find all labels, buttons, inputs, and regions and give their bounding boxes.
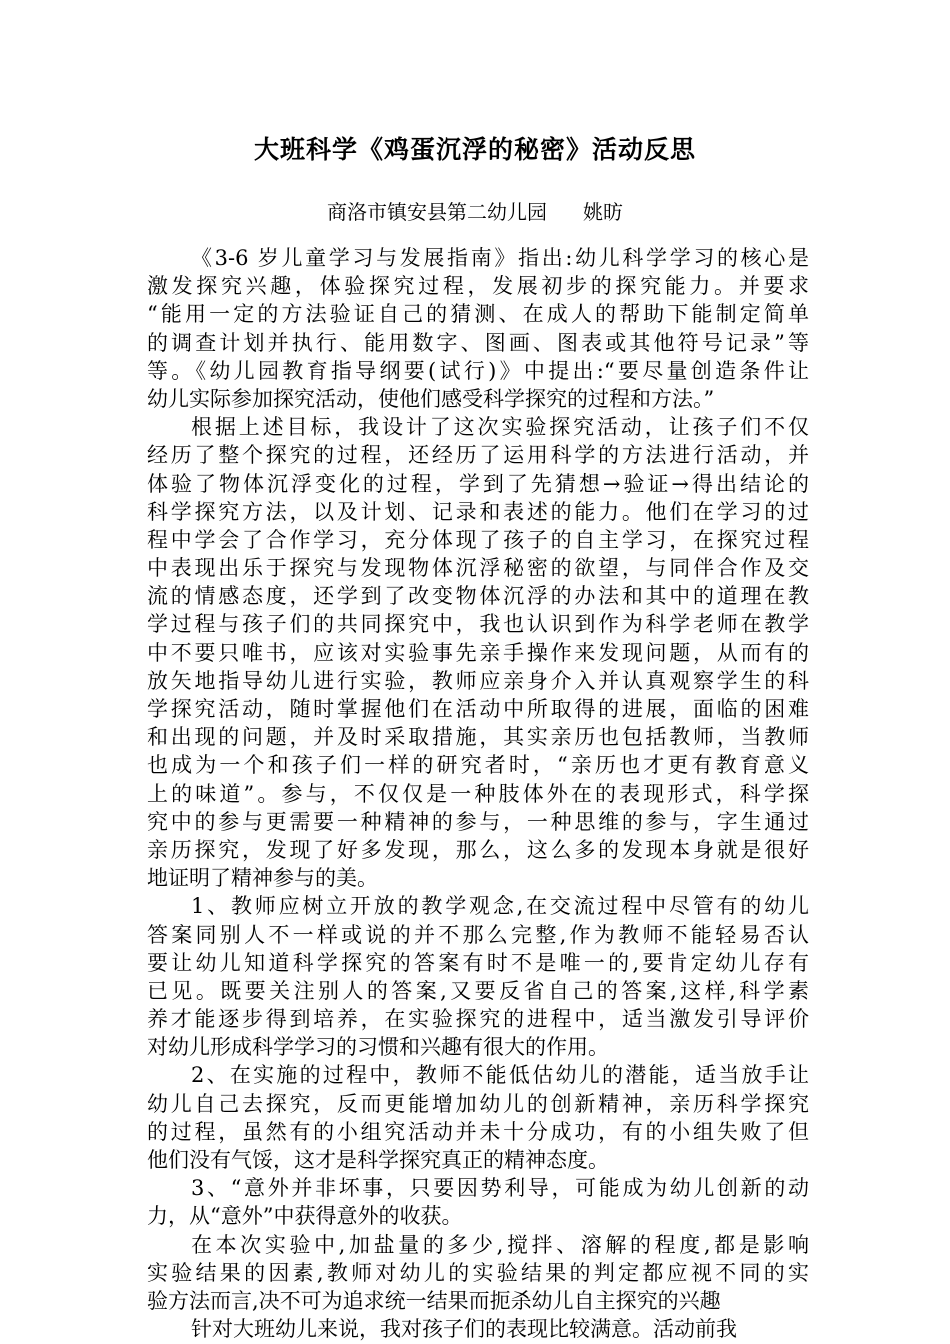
text-line: 究中的参与更需要一种精神的参与，一种思维的参与，字生通过: [147, 809, 809, 834]
text-line: 亲历探究，发现了好多发现，那么，这么多的发现本身就是很好: [147, 837, 809, 862]
text-line: 幼儿实际参加探究活动，使他们感受科学探究的过程和方法。”: [147, 386, 715, 411]
text-line: 中表现出乐于探究与发现物体沉浮秘密的欲望，与同伴合作及交: [147, 556, 809, 581]
text-line: 要让幼儿知道科学探究的答案有时不是唯一的,要肯定幼儿存有: [147, 950, 809, 975]
author-byline: [0, 198, 950, 226]
text-line: 他们没有气馁，这才是科学探究真正的精神态度。: [147, 1148, 609, 1172]
text-line: 幼儿自己去探究，反而更能增加幼儿的创新精神，亲历科学探究: [147, 1091, 809, 1116]
document-body: [147, 244, 809, 1343]
text-line: 养才能逐步得到培养，在实验探究的进程中，适当激发引导评价: [147, 1007, 809, 1032]
text-line: 验方法而言,决不可为追求统一结果而扼杀幼儿自主探究的兴趣: [147, 1288, 721, 1313]
text-line: 经历了整个探究的过程，还经历了运用科学的方法进行活动，并: [147, 443, 809, 468]
document-title: 大班科学《鸡蛋沉浮的秘密》活动反思: [253, 135, 696, 164]
text-line: 和出现的问题，并及时采取措施，其实亲历也包括教师，当教师: [147, 725, 809, 750]
text-line: 中不要只唯书，应该对实验事先亲手操作来发现问题，从而有的: [147, 640, 809, 665]
text-line: 也成为一个和孩子们一样的研究者时，“亲历也才更有教育意义: [147, 753, 809, 778]
text-line: 地证明了精神参与的美。: [147, 866, 378, 891]
text-line: 3、“意外并非坏事，只要因势利导，可能成为幼儿创新的动: [191, 1176, 809, 1201]
paragraph: [147, 1315, 809, 1343]
text-line: 上的味道”。参与，不仅仅是一种肢体外在的表现形式，科学探: [147, 781, 809, 806]
paragraph: [147, 244, 809, 413]
text-line: “能用一定的方法验证自己的猜测、在成人的帮助下能制定简单: [147, 302, 809, 327]
text-line: 对幼儿形成科学学习的习惯和兴趣有很大的作用。: [147, 1035, 609, 1060]
text-line: 等。《幼儿园教育指导纲要(试行)》中提出:“要尽量创造条件让: [147, 358, 809, 383]
text-line: 程中学会了合作学习，充分体现了孩子的自主学习，在探究过程: [147, 527, 809, 552]
paragraph: [147, 892, 809, 1061]
text-line: 的调查计划并执行、能用数字、图画、图表或其他符号记录”等: [147, 330, 809, 355]
text-line: 放矢地指导幼儿进行实验，教师应亲身介入并认真观察学生的科: [147, 668, 809, 693]
paragraph: [147, 1061, 809, 1174]
text-line: 流的情感态度，还学到了改变物体沉浮的办法和其中的道理在教: [147, 584, 809, 609]
text-line: 体验了物体沉浮变化的过程，学到了先猜想→验证→得出结论的: [147, 471, 809, 496]
text-line: 科学探究方法，以及计划、记录和表述的能力。他们在学习的过: [147, 499, 809, 524]
author-name: 姚昉: [583, 200, 623, 224]
text-line: 针对大班幼儿来说，我对孩子们的表现比较满意。活动前我: [191, 1317, 737, 1342]
text-line: 学探究活动，随时掌握他们在活动中所取得的进展，面临的困难: [147, 697, 809, 721]
text-line: 在本次实验中,加盐量的多少,搅拌、溶解的程度,都是影响: [191, 1232, 809, 1257]
text-line: 的过程，虽然有的小组究活动并未十分成功，有的小组失败了但: [147, 1119, 809, 1144]
text-line: 答案同别人不一样或说的并不那么完整,作为教师不能轻易否认: [147, 922, 809, 947]
text-line: 激发探究兴趣，体验探究过程，发展初步的探究能力。并要求: [147, 274, 809, 299]
text-line: 已见。既要关注别人的答案,又要反省自己的答案,这样,科学素: [147, 978, 809, 1003]
text-line: 1、教师应树立开放的教学观念,在交流过程中尽管有的幼儿: [191, 894, 809, 919]
text-line: 2、在实施的过程中，教师不能低估幼儿的潜能，适当放手让: [191, 1063, 809, 1088]
text-line: 力，从“意外”中获得意外的收获。: [147, 1204, 463, 1229]
paragraph: [147, 1174, 809, 1230]
paragraph: [147, 413, 809, 892]
text-line: 《3-6 岁儿童学习与发展指南》指出:幼儿科学学习的核心是: [191, 246, 809, 270]
organization-name: 商洛市镇安县第二幼儿园: [327, 200, 547, 224]
paragraph: [147, 1231, 809, 1316]
text-line: 根据上述目标，我设计了这次实验探究活动，让孩子们不仅: [191, 415, 809, 440]
text-line: 学过程与孩子们的共同探究中，我也认识到作为科学老师在教学: [147, 612, 809, 637]
text-line: 实验结果的因素,教师对幼儿的实验结果的判定都应视不同的实: [147, 1260, 809, 1285]
